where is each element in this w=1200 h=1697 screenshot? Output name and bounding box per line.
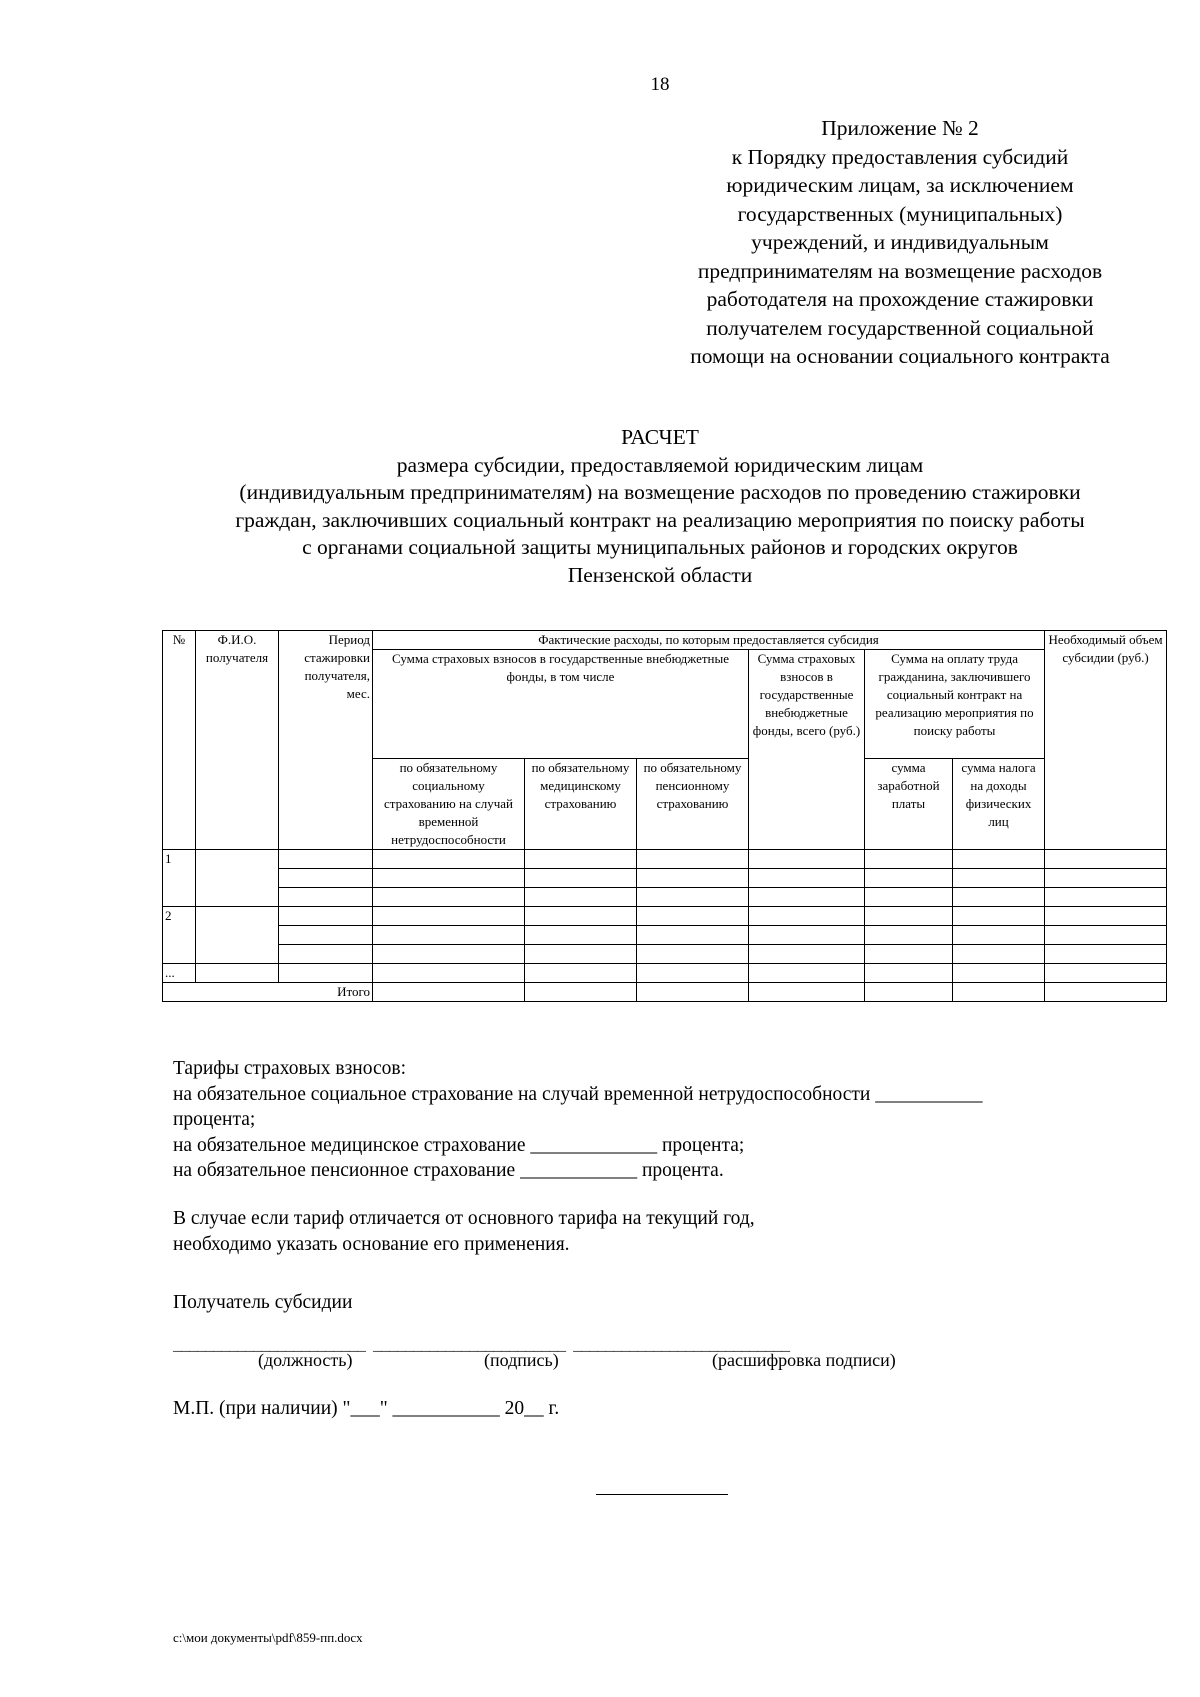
cell <box>749 945 865 964</box>
header-fio: Ф.И.О. получателя <box>196 631 279 850</box>
cell <box>749 869 865 888</box>
decode-caption: (расшифровка подписи) <box>712 1350 896 1370</box>
table-row <box>163 964 1167 983</box>
header-pay-sum: Сумма на оплату труда гражданина, заключившего социальный контракт на реализацию мероприятия по поиску работы <box>865 650 1045 759</box>
cell <box>279 869 373 888</box>
tariff-social-line <box>173 1082 1153 1108</box>
cell <box>196 964 279 983</box>
cell <box>953 850 1045 869</box>
cell <box>279 907 373 926</box>
cell <box>373 945 525 964</box>
cell <box>525 850 637 869</box>
cell <box>279 945 373 964</box>
cell <box>749 850 865 869</box>
cell <box>865 983 953 1002</box>
cell <box>865 888 953 907</box>
calculation-table <box>162 630 1167 1002</box>
cell <box>953 964 1045 983</box>
cell <box>525 945 637 964</box>
header-pension-insurance: по обязательному пенсионному страхованию <box>637 759 749 850</box>
table-row <box>163 888 1167 907</box>
tariff-social-text: на обязательное социальное страхование на случай временной нетрудоспособности ___________ <box>173 1083 983 1105</box>
cell <box>749 907 865 926</box>
cell <box>637 869 749 888</box>
cell <box>373 964 525 983</box>
tariffs-heading: Тарифы страховых взносов: <box>173 1058 407 1079</box>
page-number: 18 <box>650 74 670 95</box>
cell <box>953 888 1045 907</box>
cell <box>865 945 953 964</box>
appendix-line: помощи на основании социального контракта <box>690 344 1110 368</box>
header-insurance-sum: Сумма страховых взносов в государственные внебюджетные фонды, в том числе <box>373 650 749 759</box>
cell <box>953 869 1045 888</box>
title-line: размера субсидии, предоставляемой юридическим лицам <box>396 452 924 477</box>
cell <box>637 926 749 945</box>
cell <box>1045 850 1167 869</box>
header-salary: сумма заработной платы <box>865 759 953 850</box>
cell <box>373 869 525 888</box>
recipient-label: Получатель субсидии <box>173 1292 353 1313</box>
cell <box>749 964 865 983</box>
row-number: 1 <box>163 850 196 907</box>
title-heading: РАСЧЕТ <box>621 425 699 449</box>
file-path: c:\мои документы\pdf\859-пп.docx <box>173 1630 363 1645</box>
cell <box>749 983 865 1002</box>
header-medical-insurance: по обязательному медицинскому страхованию <box>525 759 637 850</box>
title-line: Пензенской области <box>567 562 753 587</box>
cell <box>1045 964 1167 983</box>
cell <box>279 926 373 945</box>
cell <box>525 926 637 945</box>
appendix-line: юридическим лицам, за исключением <box>726 173 1074 197</box>
tariff-pension: на обязательное пенсионное страхование ____________ процента. <box>173 1160 724 1181</box>
cell <box>196 850 279 907</box>
cell <box>525 888 637 907</box>
tariff-social-cont: процента; <box>173 1109 256 1130</box>
note-line: В случае если тариф отличается от основного тарифа на текущий год, <box>173 1208 755 1229</box>
cell <box>279 964 373 983</box>
table-row <box>163 850 1167 869</box>
cell <box>637 964 749 983</box>
note-section <box>173 1206 1153 1257</box>
sign-caption: (подпись) <box>484 1350 559 1370</box>
cell <box>953 945 1045 964</box>
stamp-date-line: М.П. (при наличии) "___" ___________ 20__ г. <box>173 1398 560 1419</box>
appendix-line: Приложение № 2 <box>821 116 979 140</box>
cell <box>525 869 637 888</box>
appendix-line: работодателя на прохождение стажировки <box>706 287 1094 311</box>
position-caption: (должность) <box>258 1350 353 1370</box>
cell <box>525 907 637 926</box>
tariff-medical: на обязательное медицинское страхование _____________ процента; <box>173 1134 745 1156</box>
table-row <box>163 869 1167 888</box>
cell <box>373 926 525 945</box>
header-period: Период стажировки получателя, мес. <box>279 631 373 850</box>
cell <box>865 907 953 926</box>
cell <box>279 850 373 869</box>
cell <box>953 926 1045 945</box>
appendix-line: к Порядку предоставления субсидий <box>731 144 1069 169</box>
appendix-header <box>650 114 1150 371</box>
header-number: № <box>163 631 196 850</box>
cell <box>373 888 525 907</box>
cell <box>1045 869 1167 888</box>
cell <box>525 964 637 983</box>
cell <box>1045 945 1167 964</box>
cell <box>1045 907 1167 926</box>
header-insurance-total: Сумма страховых взносов в государственные внебюджетные фонды, всего (руб.) <box>749 650 865 850</box>
cell <box>525 983 637 1002</box>
cell <box>865 850 953 869</box>
signature-lines: ________________________ ________________________ ___________________________ <box>173 1338 790 1355</box>
cell <box>637 983 749 1002</box>
tariffs-section <box>173 1056 1153 1184</box>
header-needed-amount: Необходимый объем субсидии (руб.) <box>1045 631 1167 850</box>
header-social-insurance: по обязательному социальному страхованию на случай временной нетрудоспособности <box>373 759 525 850</box>
cell <box>749 926 865 945</box>
cell <box>865 964 953 983</box>
appendix-line: получателем государственной социальной <box>706 315 1094 340</box>
cell <box>637 945 749 964</box>
cell <box>196 907 279 964</box>
cell <box>279 888 373 907</box>
row-number: 2 <box>163 907 196 964</box>
cell <box>953 983 1045 1002</box>
appendix-line: предпринимателям на возмещение расходов <box>697 258 1103 283</box>
header-actual-expenses: Фактические расходы, по которым предоставляется субсидия <box>373 631 1045 650</box>
cell <box>373 907 525 926</box>
cell <box>637 888 749 907</box>
header-income-tax: сумма налога на доходы физических лиц <box>953 759 1045 850</box>
table-total-row <box>163 983 1167 1002</box>
table-row <box>163 926 1167 945</box>
title-line: граждан, заключивших социальный контракт на реализацию мероприятия по поиску работы <box>235 507 1085 532</box>
note-line: необходимо указать основание его применения. <box>173 1233 570 1255</box>
cell <box>865 926 953 945</box>
cell <box>749 888 865 907</box>
title-line: (индивидуальным предпринимателям) на возмещение расходов по проведению стажировки <box>239 480 1081 504</box>
cell <box>637 850 749 869</box>
end-divider <box>596 1494 728 1495</box>
cell <box>865 869 953 888</box>
cell <box>637 907 749 926</box>
appendix-line: государственных (муниципальных) <box>737 201 1063 226</box>
cell <box>1045 983 1167 1002</box>
cell <box>953 907 1045 926</box>
cell <box>373 850 525 869</box>
total-label: Итого <box>163 983 373 1002</box>
row-number: ... <box>163 964 196 983</box>
cell <box>1045 888 1167 907</box>
table-row <box>163 907 1167 926</box>
appendix-line: учреждений, и индивидуальным <box>751 230 1049 254</box>
cell <box>1045 926 1167 945</box>
calculation-title <box>160 424 1160 589</box>
table-row <box>163 945 1167 964</box>
cell <box>373 983 525 1002</box>
title-line: с органами социальной защиты муниципальных районов и городских округов <box>302 535 1018 559</box>
